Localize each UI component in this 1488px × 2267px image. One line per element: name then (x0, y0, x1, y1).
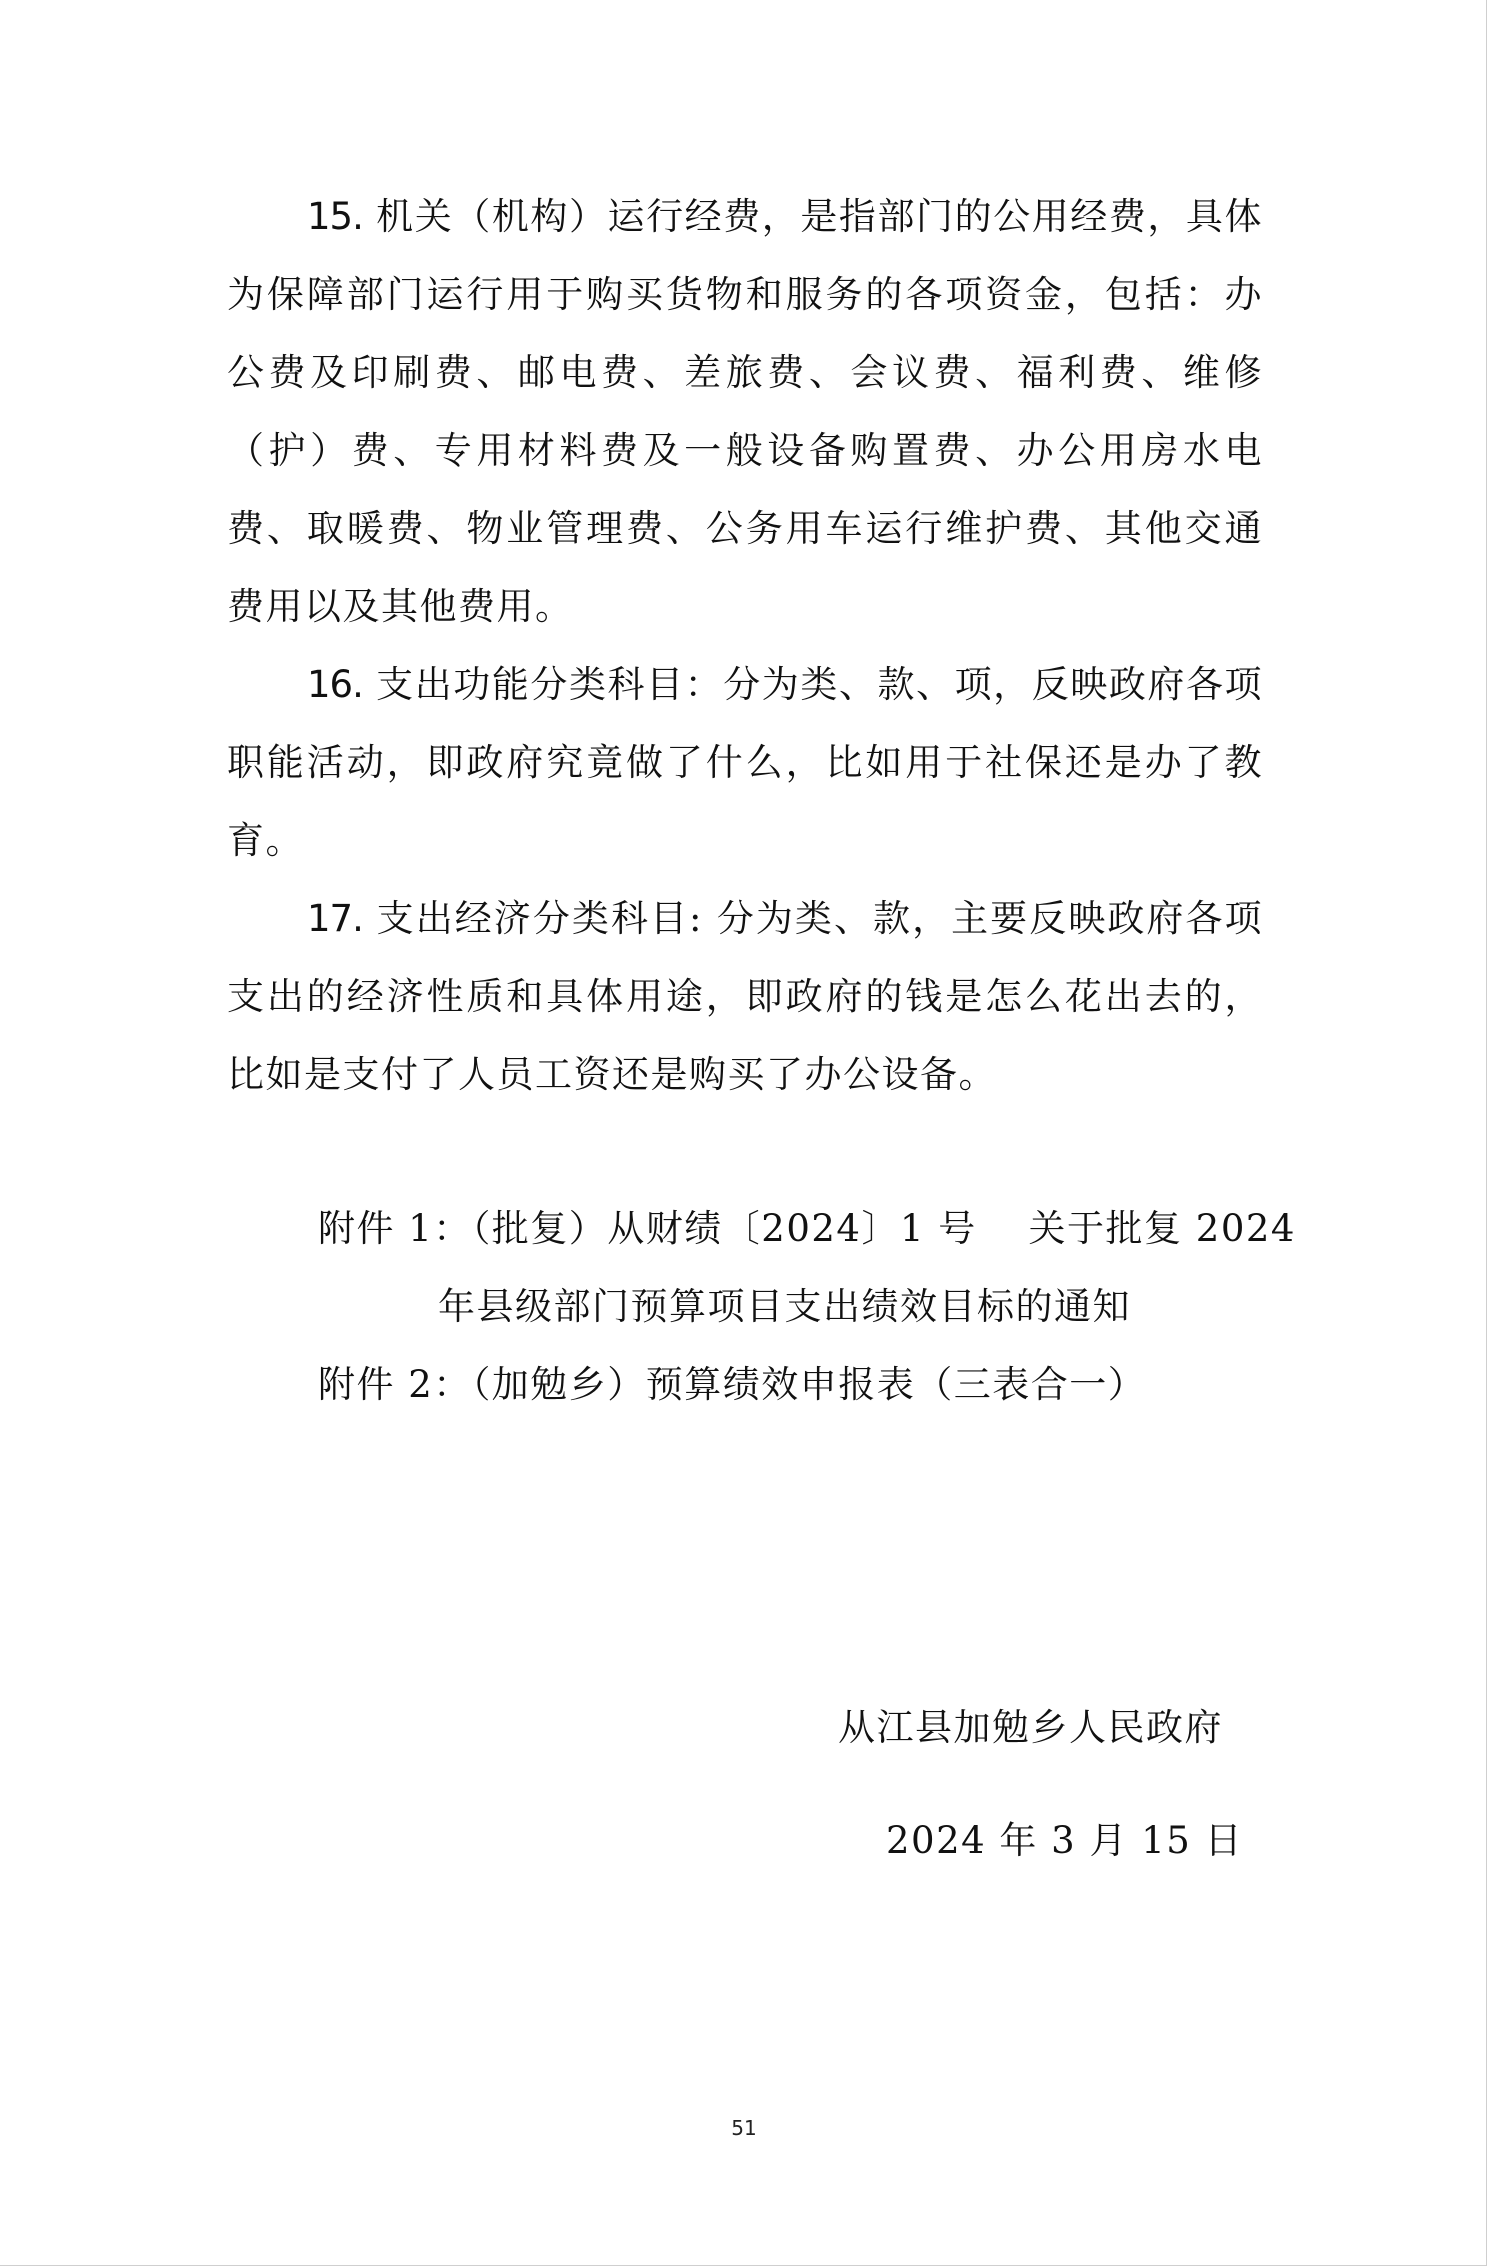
attachment-title-continued: 年县级部门预算项目支出绩效目标的通知 (438, 1285, 1131, 1328)
attachment-label: 附件 2： (318, 1363, 472, 1406)
page-number: 51 (731, 2116, 757, 2140)
signature-org: 从江县加勉乡人民政府 (838, 1706, 1223, 1749)
attachment-1 (318, 1209, 1296, 1249)
definition-paragraph-17 (227, 880, 1263, 1114)
attachment-2 (318, 1365, 1146, 1405)
paragraph-text: 机关（机构）运行经费，是指部门的公用经费，具体为保障部门运行用于购买货物和服务的各项资金，包括：办公费及印刷费、邮电费、差旅费、会议费、福利费、维修（护）费、专用材料费及一般设备购置费、办公用房水电费、取暖费、物业管理费、公务用车运行维护费、其他交通费用以及其他费用。 (227, 195, 1263, 628)
attachment-label: 附件 1： (318, 1207, 472, 1250)
paragraph-text: 支出经济分类科目: 分为类、款，主要反映政府各项支出的经济性质和具体用途，即政府的钱是怎么花出去的，比如是支付了人员工资还是购买了办公设备。 (227, 897, 1263, 1096)
paragraph-number: 16. (307, 663, 363, 706)
paragraph-number: 17. (307, 897, 363, 940)
definition-paragraph-15 (227, 178, 1263, 646)
attachment-1-continued (438, 1287, 1131, 1327)
definitions-body (227, 178, 1263, 1114)
attachment-title: （加勉乡）预算绩效申报表（三表合一） (471, 1363, 1147, 1406)
signature-date: 2024 年 3 月 15 日 (886, 1819, 1244, 1862)
definition-paragraph-16 (227, 646, 1263, 880)
paragraph-text: 支出功能分类科目：分为类、款、项，反映政府各项职能活动，即政府究竟做了什么，比如用于社保还是办了教育。 (227, 663, 1263, 862)
paragraph-number: 15. (307, 195, 363, 238)
attachment-title: （批复）从财绩〔2024〕1 号 关于批复 2024 (471, 1207, 1296, 1250)
